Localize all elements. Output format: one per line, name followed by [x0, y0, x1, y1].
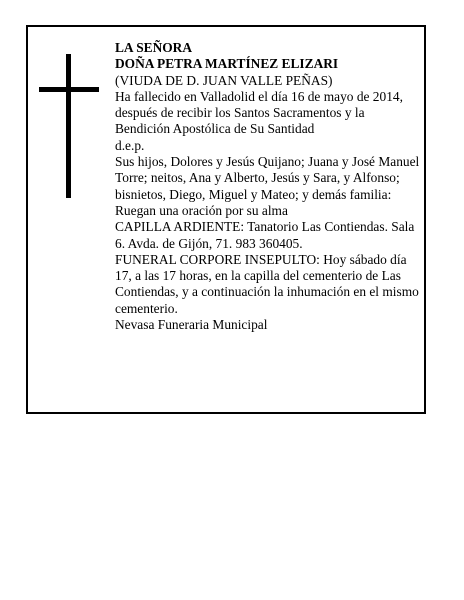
family-list: Sus hijos, Dolores y Jesús Quijano; Juana y José Manuel Torre; neitos, Ana y Alberto, Jesús y Sara, y Alfonso; bisnietos, Diego, Miguel y Mateo; y demás familia:	[115, 154, 420, 202]
deceased-name: DOÑA PETRA MARTÍNEZ ELIZARI	[115, 56, 339, 72]
prayer-request: Ruegan una oración por su alma	[115, 202, 288, 218]
chapel-info: CAPILLA ARDIENTE: Tanatorio Las Contiendas. Sala 6. Avda. de Gijón, 71. 983 360405.	[115, 219, 415, 251]
funeral-home: Nevasa Funeraria Municipal	[115, 317, 268, 333]
death-statement: Ha fallecido en Valladolid el día 16 de mayo de 2014, después de recibir los Santos Sacramentos y la Bendición Apostólica de Su Santidad	[115, 88, 403, 137]
funeral-info: FUNERAL CORPORE INSEPULTO: Hoy sábado día 17, a las 17 horas, en la capilla del cementerio de Las Contiendas, y a continuación la inhumación en el mismo cementerio.	[115, 251, 419, 316]
widow-of: (VIUDA DE D. JUAN VALLE PEÑAS)	[115, 72, 333, 88]
notice-title: LA SEÑORA	[115, 40, 193, 55]
obituary-notice	[26, 25, 426, 414]
cross-horizontal-bar	[39, 87, 99, 92]
obituary-text	[115, 40, 421, 333]
rip-text: d.e.p.	[115, 137, 145, 153]
cross-vertical-bar	[66, 54, 71, 198]
cross-icon	[39, 54, 99, 198]
